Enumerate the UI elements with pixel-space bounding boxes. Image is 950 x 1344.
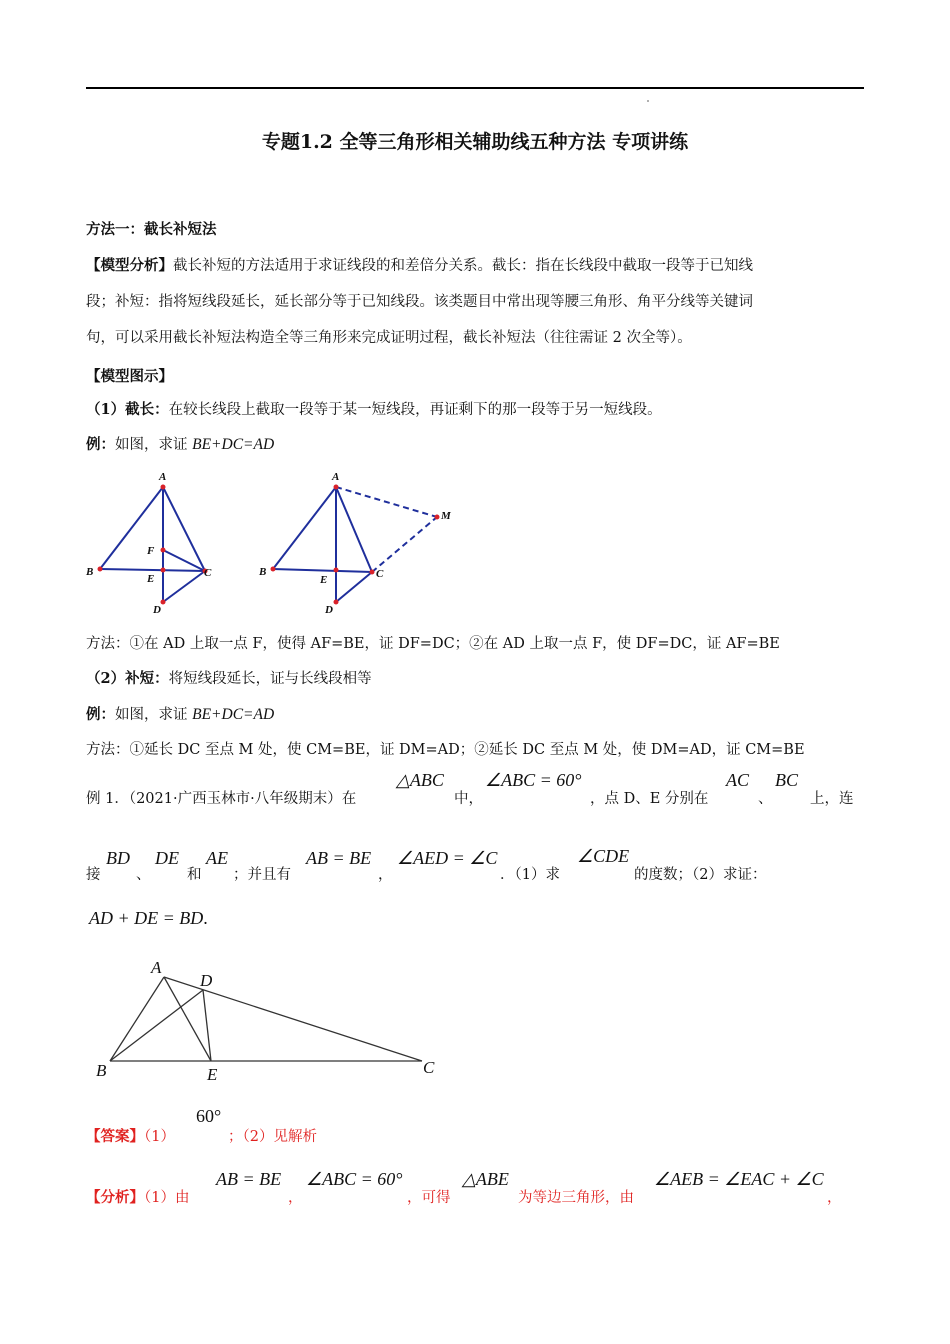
- label-m: M: [441, 510, 451, 522]
- example1-q1: ．（1）求: [500, 867, 560, 883]
- example1-dun: 、: [758, 791, 773, 807]
- label-e: E: [147, 573, 155, 585]
- segment-cm-dashed: [372, 517, 437, 572]
- segment-bc: [273, 569, 372, 572]
- math-analysis-abe: △ABE: [462, 1169, 509, 1189]
- label-d: D: [153, 604, 161, 616]
- label-c: C: [204, 567, 212, 579]
- example1-jie: 接: [86, 867, 101, 883]
- example2-line: 例：如图，求证 BE+DC=AD: [86, 706, 275, 723]
- point-b: [98, 567, 103, 572]
- answer-line: 【答案】（1）: [86, 1128, 175, 1145]
- segment-de: [203, 990, 211, 1061]
- example1-bingqie: ；并且有: [233, 867, 291, 883]
- math-tri-abc: △ABC: [396, 770, 444, 790]
- method-line-2: 方法：①延长 DC 至点 M 处，使 CM=BE，证 DM=AD；②延长 DC 至点 M 处，使 DM=AD，证 CM=BE: [86, 742, 805, 758]
- segment-dc: [163, 571, 205, 602]
- point-d: [334, 600, 339, 605]
- label-b: B: [96, 1061, 107, 1080]
- label-d: D: [325, 604, 333, 616]
- label-a: A: [151, 958, 162, 977]
- example1-points: ，点 D、E 分别在: [590, 791, 709, 807]
- point-d: [161, 600, 166, 605]
- math-ab-be: AB = BE: [306, 848, 372, 868]
- label-e: E: [320, 574, 328, 586]
- math-angle-abc: ∠ABC = 60°: [485, 770, 582, 790]
- example1-shang: 上，连: [810, 791, 854, 807]
- analysis-comma1: ，: [288, 1190, 303, 1206]
- segment-ab: [273, 487, 336, 569]
- label-a: A: [159, 471, 167, 483]
- method-line-1: 方法：①在 AD 上取一点 F，使得 AF=BE，证 DF=DC；②在 AD 上取一点 F，使 DF=DC，证 AF=BE: [86, 636, 780, 652]
- math-analysis-aeb: ∠AEB = ∠EAC + ∠C: [654, 1169, 824, 1189]
- example1-prefix: 例 1．（2021·广西玉林市·八年级期末）在: [86, 791, 357, 807]
- example1-dun2: 、: [136, 867, 151, 883]
- math-ac: AC: [726, 770, 750, 790]
- math-analysis-abc60: ∠ABC = 60°: [306, 1169, 403, 1189]
- segment-ac: [163, 487, 205, 571]
- label-b: B: [86, 566, 94, 578]
- figure-example1: [90, 955, 450, 1085]
- analysis-equilateral: 为等边三角形，由: [518, 1190, 634, 1206]
- analysis-start: 【分析】（1）由: [86, 1189, 190, 1206]
- cut-line: （1）截长：在较长线段上截取一段等于某一短线段，再证剩下的那一段等于另一短线段。: [86, 401, 662, 418]
- point-c: [370, 570, 375, 575]
- segment-am-dashed: [336, 487, 437, 517]
- label-c: C: [423, 1058, 435, 1077]
- label-e: E: [207, 1065, 218, 1084]
- point-e: [334, 568, 339, 573]
- point-a: [161, 485, 166, 490]
- math-proof: AD + DE = BD.: [89, 908, 208, 928]
- segment-dc: [336, 572, 372, 602]
- example1-q2: 的度数；（2）求证：: [634, 867, 767, 883]
- point-b: [271, 567, 276, 572]
- point-f: [161, 548, 166, 553]
- math-analysis-ab-be: AB = BE: [216, 1169, 282, 1189]
- method1-heading: 方法一：截长补短法: [86, 221, 217, 238]
- math-de: DE: [155, 848, 179, 868]
- analysis-line-1: 【模型分析】截长补短的方法适用于求证线段的和差倍分关系。截长：指在长线段中截取一段等于已知线: [86, 257, 753, 274]
- example1-comma: ，: [378, 867, 393, 883]
- point-a: [334, 485, 339, 490]
- figure-cut-long: [80, 465, 230, 620]
- analysis-line-2: 段；补短：指将短线段延长，延长部分等于已知线段。该类题目中常出现等腰三角形、角平分线等关键词: [86, 294, 753, 310]
- point-e: [161, 568, 166, 573]
- example-line: 例：如图，求证 BE+DC=AD: [86, 436, 275, 453]
- segment-bc: [100, 569, 205, 571]
- segment-bd: [110, 990, 203, 1061]
- header-dot: [647, 100, 649, 102]
- math-ae: AE: [206, 848, 228, 868]
- label-f: F: [147, 545, 155, 557]
- figure-tag: 【模型图示】: [86, 368, 173, 385]
- math-cde: ∠CDE: [577, 846, 630, 866]
- analysis-comma2: ，: [827, 1190, 842, 1206]
- extend-line: （2）补短：将短线段延长，证与长线段相等: [86, 670, 372, 687]
- label-a: A: [332, 471, 340, 483]
- example1-he: 和: [187, 867, 202, 883]
- analysis-kede: ，可得: [407, 1190, 451, 1206]
- segment-ab: [110, 977, 164, 1061]
- answer-rest: ；（2）见解析: [228, 1129, 317, 1145]
- example1-zhong: 中，: [454, 791, 483, 807]
- label-b: B: [259, 566, 267, 578]
- header-rule: [86, 87, 864, 89]
- math-answer-60: 60°: [196, 1106, 222, 1126]
- math-bc: BC: [775, 770, 799, 790]
- analysis-line-3: 句，可以采用截长补短法构造全等三角形来完成证明过程，截长补短法（往往需证 2 次全等）。: [86, 330, 692, 346]
- math-aed-c: ∠AED = ∠C: [397, 848, 498, 868]
- label-c: C: [376, 568, 384, 580]
- point-m: [435, 515, 440, 520]
- label-d: D: [200, 971, 213, 990]
- figure-extend-short: [255, 465, 460, 620]
- page-title: 专题1.2 全等三角形相关辅助线五种方法 专项讲练: [261, 131, 689, 153]
- segment-ac: [336, 487, 372, 572]
- math-bd: BD: [106, 848, 130, 868]
